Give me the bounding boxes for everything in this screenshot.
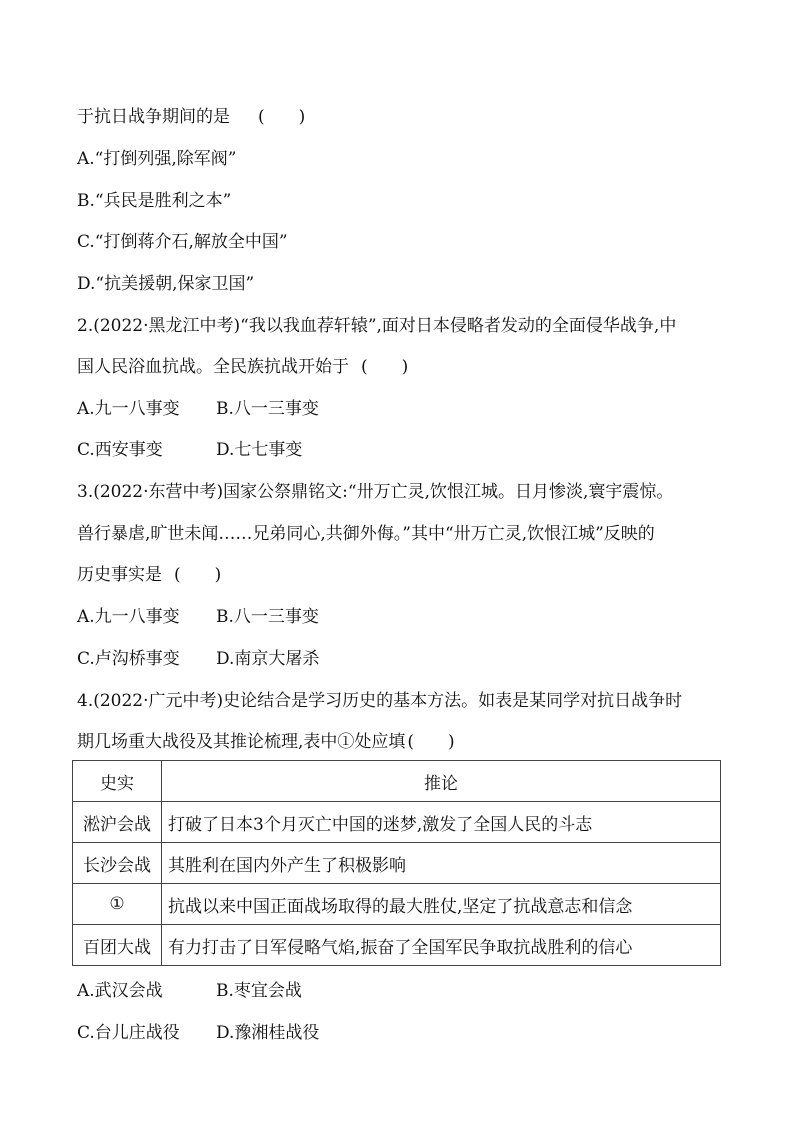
q4-options-row2 [77, 1021, 319, 1045]
q2-option-a: A.九一八事变 [77, 399, 180, 419]
q2-option-d: D.七七事变 [216, 440, 303, 460]
q4-option-d: D.豫湘桂战役 [216, 1023, 320, 1043]
q1-answer-paren: ( ) [258, 107, 306, 127]
q1-option-b: B.“兵民是胜利之本” [77, 191, 232, 211]
q3-stem-text: 历史事实是 [77, 565, 162, 585]
table-cell-event: 百团大战 [73, 925, 162, 966]
q4-stem-text: 期几场重大战役及其推论梳理,表中①处应填 [77, 732, 406, 752]
q1-option-d: D.“抗美援朝,保家卫国” [77, 274, 255, 294]
table-cell-inference: 打破了日本3个月灭亡中国的迷梦,激发了全国人民的斗志 [162, 802, 721, 843]
q4-option-a: A.武汉会战 [77, 981, 163, 1001]
q3-options-row2 [77, 647, 319, 671]
q3-option-c: C.卢沟桥事变 [77, 649, 180, 669]
table-cell-event: ① [73, 884, 162, 925]
q2-stem-text: 国人民浴血抗战。全民族抗战开始于 [77, 357, 349, 377]
q3-options-row1 [77, 605, 319, 629]
table-row [73, 843, 721, 884]
q3-stem-line2: 兽行暴虐,旷世未闻……兄弟同心,共御外侮。”其中“卅万亡灵,饮恨江城”反映的 [77, 524, 655, 544]
q3-stem-line3 [77, 563, 221, 587]
q4-answer-paren: ( ) [407, 732, 455, 752]
table-cell-inference: 抗战以来中国正面战场取得的最大胜仗,坚定了抗战意志和信念 [162, 884, 721, 925]
q4-stem-line1: 4.(2022·广元中考)史论结合是学习历史的基本方法。如表是某同学对抗日战争时 [77, 691, 683, 711]
table-cell-event: 长沙会战 [73, 843, 162, 884]
q2-option-c: C.西安事变 [77, 440, 163, 460]
q3-answer-paren: ( ) [174, 565, 222, 585]
q1-option-a: A.“打倒列强,除军阀” [77, 149, 237, 169]
q2-options-row2 [77, 438, 302, 462]
q1-stem-tail [77, 105, 305, 129]
table-header-row [73, 761, 721, 802]
table-row [73, 925, 721, 966]
q4-stem-line2 [77, 730, 455, 754]
table-row [73, 884, 721, 925]
q4-option-c: C.台儿庄战役 [77, 1023, 180, 1043]
q2-option-b: B.八一三事变 [216, 399, 319, 419]
q2-answer-paren: ( ) [361, 357, 409, 377]
q3-option-a: A.九一八事变 [77, 607, 180, 627]
q4-option-b: B.枣宜会战 [216, 981, 302, 1001]
q3-option-d: D.南京大屠杀 [216, 649, 320, 669]
q4-table [72, 760, 721, 966]
q2-options-row1 [77, 397, 319, 421]
q3-stem-line1: 3.(2022·东营中考)国家公祭鼎铭文:“卅万亡灵,饮恨江城。日月惨淡,寰宇震惊。 [77, 482, 674, 502]
table-row [73, 802, 721, 843]
q1-option-c: C.“打倒蒋介石,解放全中国” [77, 232, 288, 252]
q3-option-b: B.八一三事变 [216, 607, 319, 627]
q4-options-row1 [77, 979, 302, 1003]
table-cell-inference: 其胜利在国内外产生了积极影响 [162, 843, 721, 884]
table-header-cell: 推论 [162, 761, 721, 802]
q2-stem-line2 [77, 355, 408, 379]
q2-stem-line1: 2.(2022·黑龙江中考)“我以我血荐轩辕”,面对日本侵略者发动的全面侵华战争,中 [77, 316, 677, 336]
table-cell-event: 淞沪会战 [73, 802, 162, 843]
table-header-cell: 史实 [73, 761, 162, 802]
q1-stem-text: 于抗日战争期间的是 [77, 107, 230, 127]
table-cell-inference: 有力打击了日军侵略气焰,振奋了全国军民争取抗战胜利的信心 [162, 925, 721, 966]
